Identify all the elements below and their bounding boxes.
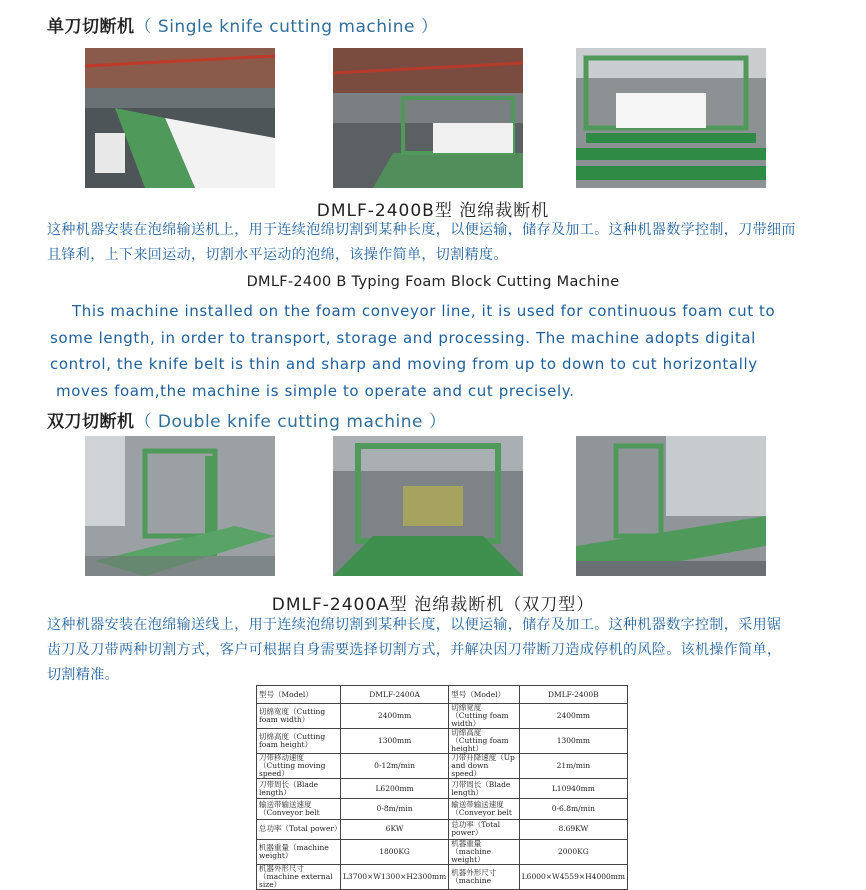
table-cell: 机器外形尺寸（machine (449, 864, 519, 889)
table-cell: L3700×W1300×H2300mm (340, 864, 448, 889)
table-cell: 输送带输送速度（Conveyor belt (257, 799, 341, 819)
table-cell: 型号（Model） (257, 686, 341, 704)
spec-table (256, 685, 628, 890)
photo-single-knife-3 (576, 48, 766, 188)
table-cell: 刀带移动速度（Cutting moving speed） (257, 754, 341, 779)
table-row (257, 864, 628, 889)
model-title-2400b: DMLF-2400B型 泡绵裁断机 (316, 201, 550, 221)
table-cell: 机器重量（machine weight） (257, 839, 341, 864)
model-title-2400a: DMLF-2400A型 泡绵裁断机（双刀型） (271, 595, 595, 615)
section-title-double-knife (47, 407, 446, 432)
description-cn-2400a: 这种机器安装在泡绵输送线上，用于连续泡绵切割到某种长度，以便运输，储存及加工。这种机器数字控制，采用锯齿刀及刀带两种切割方式，客户可根据自身需要选择切割方式，并解决因刀带断刀造成停机的风险。该机操作简单，切割精准。 (47, 617, 782, 683)
table-cell: 0-12m/min (340, 754, 448, 779)
table-cell: 机器外形尺寸（machine external size） (257, 864, 341, 889)
table-cell: 2000KG (519, 839, 627, 864)
table-cell: 刀带升降速度（Up and down speed） (449, 754, 519, 779)
table-cell: L6200mm (340, 779, 448, 799)
section-title-cn: 单刀切断机 (47, 17, 135, 37)
table-cell: 0-6.8m/min (519, 799, 627, 819)
table-cell: DMLF-2400A (340, 686, 448, 704)
description-en-line: control, the knife belt is thin and sharp and moving from up to down to cut horizontally (50, 355, 758, 373)
table-cell: 1800KG (340, 839, 448, 864)
table-cell: L6000×W4559×H4000mm (519, 864, 627, 889)
table-row (257, 754, 628, 779)
section-title-en: （ Double knife cutting machine ） (134, 412, 447, 432)
model-title-en-2400b: DMLF-2400 B Typing Foam Block Cutting Machine (246, 274, 620, 290)
table-cell: 型号（Model） (449, 686, 519, 704)
photo-double-knife-1 (85, 436, 275, 576)
table-cell: 刀带周长（Blade length） (449, 779, 519, 799)
table-cell: L10940mm (519, 779, 627, 799)
table-cell: 切绵高度（Cutting foam height） (257, 729, 341, 754)
table-row (257, 839, 628, 864)
description-en-line: This machine installed on the foam conveyor line, it is used for continuous foam cut to (72, 302, 776, 320)
table-cell: 1300mm (340, 729, 448, 754)
table-cell: 2400mm (519, 704, 627, 729)
photo-double-knife-2 (333, 436, 523, 576)
table-cell: DMLF-2400B (519, 686, 627, 704)
table-row (257, 704, 628, 729)
table-row (257, 819, 628, 839)
section-title-single-knife (47, 12, 438, 37)
table-cell: 2400mm (340, 704, 448, 729)
photo-double-knife-3 (576, 436, 766, 576)
table-cell: 刀带周长（Blade length） (257, 779, 341, 799)
table-cell: 切绵宽度（Cutting foam width） (449, 704, 519, 729)
section-title-cn: 双刀切断机 (47, 412, 135, 432)
table-cell: 切绵高度（Cutting foam height） (449, 729, 519, 754)
description-cn-2400b: 这种机器安装在泡绵输送机上，用于连续泡绵切割到某种长度，以便运输，储存及加工。这种机器数学控制，刀带细而且锋利，上下来回运动，切割水平运动的泡绵，该操作简单，切割精度。 (47, 222, 796, 263)
description-en-line: moves foam,the machine is simple to operate and cut precisely. (56, 381, 575, 400)
table-cell: 机器重量（machine weight） (449, 839, 519, 864)
description-en-line: some length, in order to transport, storage and processing. The machine adopts digital (50, 328, 756, 347)
table-cell: 8.69KW (519, 819, 627, 839)
photo-single-knife-2 (333, 48, 523, 188)
table-cell: 总功率（Total power） (449, 819, 519, 839)
section-title-en: （ Single knife cutting machine ） (134, 17, 439, 37)
description-en-2400b (50, 298, 810, 404)
table-row (257, 729, 628, 754)
table-cell: 21m/min (519, 754, 627, 779)
table-header-row (257, 686, 628, 704)
table-cell: 1300mm (519, 729, 627, 754)
table-cell: 切绵宽度（Cutting foam width） (257, 704, 341, 729)
table-cell: 输送带输送速度（Conveyor belt (449, 799, 519, 819)
photo-single-knife-1 (85, 48, 275, 188)
table-cell: 0-8m/min (340, 799, 448, 819)
table-row (257, 779, 628, 799)
table-row (257, 799, 628, 819)
table-cell: 总功率（Total power） (257, 819, 341, 839)
table-cell: 6KW (340, 819, 448, 839)
